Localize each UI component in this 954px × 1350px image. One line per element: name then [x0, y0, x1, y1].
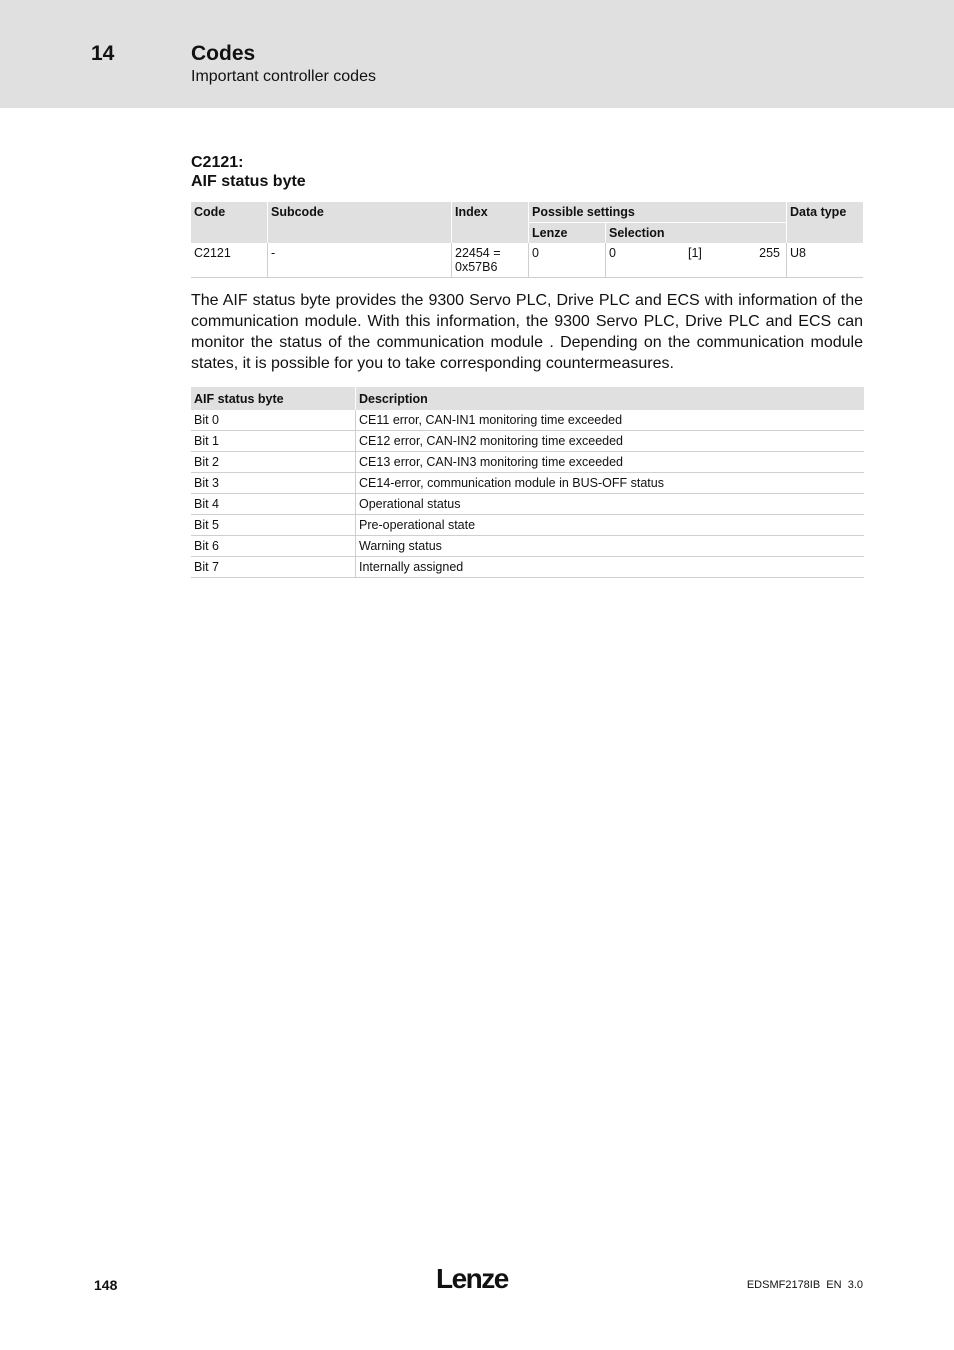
code-heading-code: C2121: — [191, 154, 244, 171]
page-header — [0, 0, 954, 108]
bit-label: Bit 4 — [191, 494, 356, 515]
bit-description: CE11 error, CAN-IN1 monitoring time exceeded — [356, 410, 865, 431]
index-decimal: 22454 = — [455, 246, 501, 260]
bit-description: CE12 error, CAN-IN2 monitoring time exceeded — [356, 431, 865, 452]
selection-step: [1] — [688, 246, 702, 260]
bit-description: Pre-operational state — [356, 515, 865, 536]
code-heading-title: AIF status byte — [191, 173, 306, 190]
cell-subcode: - — [268, 243, 452, 278]
table-row — [191, 494, 864, 515]
table-row — [191, 473, 864, 494]
cell-data-type: U8 — [787, 243, 864, 278]
th-selection: Selection — [606, 223, 787, 244]
cell-selection — [606, 243, 787, 278]
th-index: Index — [452, 202, 529, 243]
page-number: 148 — [94, 1277, 118, 1293]
code-parameter-table — [191, 202, 863, 278]
cell-index — [452, 243, 529, 278]
table-row — [191, 243, 863, 278]
table-row — [191, 557, 864, 578]
th-aif-status-byte: AIF status byte — [191, 387, 356, 410]
bit-description: Operational status — [356, 494, 865, 515]
th-subcode: Subcode — [268, 202, 452, 243]
selection-max: 255 — [759, 246, 780, 260]
bit-label: Bit 5 — [191, 515, 356, 536]
selection-min: 0 — [609, 246, 616, 260]
bit-description: CE13 error, CAN-IN3 monitoring time exceeded — [356, 452, 865, 473]
th-data-type: Data type — [787, 202, 864, 243]
bit-description: Internally assigned — [356, 557, 865, 578]
table-row — [191, 410, 864, 431]
chapter-subtitle: Important controller codes — [191, 68, 376, 85]
bit-label: Bit 2 — [191, 452, 356, 473]
chapter-title: Codes — [191, 42, 256, 65]
table-row — [191, 515, 864, 536]
document-reference: EDSMF2178IB EN 3.0 — [746, 1279, 863, 1291]
bit-label: Bit 0 — [191, 410, 356, 431]
bit-label: Bit 3 — [191, 473, 356, 494]
th-possible-settings: Possible settings — [529, 202, 787, 223]
bit-description: CE14-error, communication module in BUS-OFF status — [356, 473, 865, 494]
table-row — [191, 431, 864, 452]
index-hex: 0x57B6 — [455, 260, 498, 274]
code-heading — [191, 153, 306, 191]
bit-label: Bit 6 — [191, 536, 356, 557]
cell-lenze: 0 — [529, 243, 606, 278]
bit-label: Bit 1 — [191, 431, 356, 452]
th-description: Description — [356, 387, 865, 410]
lenze-logo: Lenze — [436, 1263, 508, 1294]
bit-description: Warning status — [356, 536, 865, 557]
description-paragraph: The AIF status byte provides the 9300 Servo PLC, Drive PLC and ECS with information of the communication module. With this information, the 9300 Servo PLC, Drive PLC and ECS can monitor the status of the communication module . Depending on the communication module states, it is possible for you to take corresponding countermeasures. — [191, 292, 863, 372]
th-lenze: Lenze — [529, 223, 606, 244]
th-code: Code — [191, 202, 268, 243]
bit-label: Bit 7 — [191, 557, 356, 578]
chapter-number: 14 — [91, 42, 115, 65]
table-row — [191, 452, 864, 473]
status-bits-table — [191, 387, 864, 578]
table-row — [191, 536, 864, 557]
cell-code: C2121 — [191, 243, 268, 278]
